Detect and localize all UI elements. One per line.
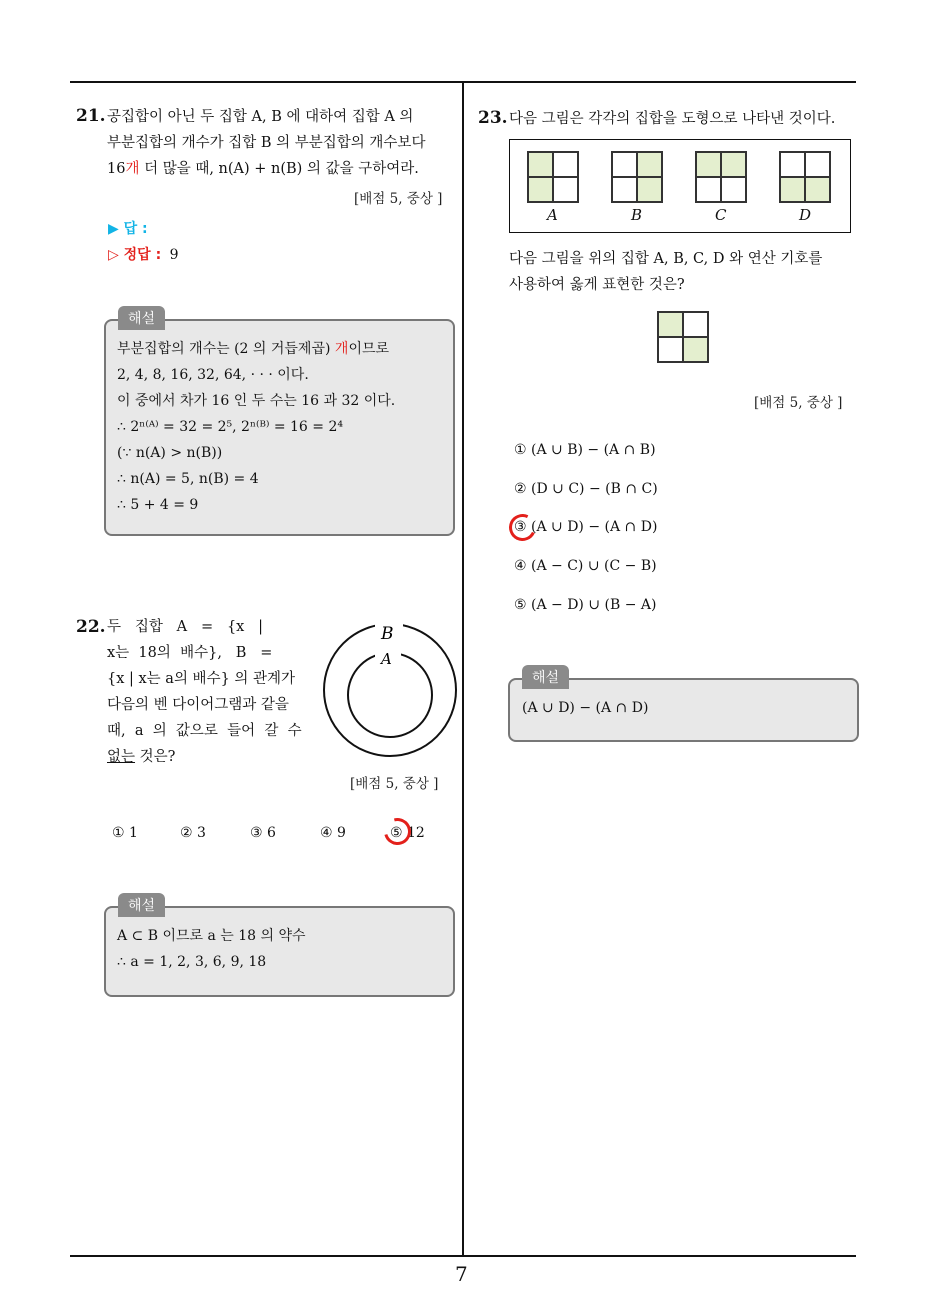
- q21-expl-line7: ∴ 5 + 4 = 9: [117, 497, 199, 513]
- q21-score: [배점 5, 중상 ]: [354, 191, 443, 207]
- q21-number: 21.: [76, 106, 106, 126]
- column-divider: [462, 82, 464, 1256]
- q22-line1: 두 집합 A = {x |: [107, 619, 264, 635]
- q23-line3: 사용하여 옳게 표현한 것은?: [509, 277, 685, 293]
- q23-explanation-text: (A ∪ D) − (A ∩ D): [522, 700, 649, 716]
- set-c-figure: [695, 151, 747, 203]
- set-a-figure: [527, 151, 579, 203]
- q21-expl-line3: 이 중에서 차가 16 인 두 수는 16 과 32 이다.: [117, 393, 396, 409]
- q21-explanation-text: [117, 336, 447, 518]
- q21-expl-line1: [117, 336, 447, 362]
- q21-expl-line4: ∴ 2ⁿ⁽ᴬ⁾ = 32 = 2⁵, 2ⁿ⁽ᴮ⁾ = 16 = 2⁴: [117, 419, 343, 435]
- q23-option-5[interactable]: ⑤ (A − D) ∪ (B − A): [514, 597, 657, 613]
- q21-line2: 부분집합의 개수가 집합 B 의 부분집합의 개수보다: [107, 135, 426, 151]
- q21-line1: 공집합이 아닌 두 집합 A, B 에 대하여 집합 A 의: [107, 109, 414, 125]
- q21-expl-line1-a: 부분집합의 개수는 (2 의 거듭제곱): [117, 341, 335, 357]
- q22-line5: 때, a 의 값으로 들어 갈 수: [107, 723, 302, 739]
- q21-expl-line6: ∴ n(A) = 5, n(B) = 4: [117, 471, 259, 487]
- q22-question: [107, 614, 307, 770]
- q23-prompt: [509, 246, 822, 298]
- q22-option-5[interactable]: ⑤ 12: [390, 825, 425, 841]
- q23-explanation-tab: 해설: [522, 665, 569, 689]
- venn-label-b: B: [381, 624, 394, 644]
- q23-option-1[interactable]: ① (A ∪ B) − (A ∩ B): [514, 442, 656, 458]
- q21-correct-value: 9: [169, 247, 179, 263]
- q22-explanation-text: [117, 923, 447, 975]
- q21-expl-line1-red: 개: [334, 341, 349, 357]
- q23-option-2[interactable]: ② (D ∪ C) − (B ∩ C): [514, 481, 658, 497]
- q22-line6-b: 것은?: [135, 749, 176, 765]
- set-d-label: D: [799, 206, 812, 224]
- q21-line3-a: 16: [107, 161, 126, 177]
- q21-question: [107, 104, 457, 182]
- q21-line3-b: 더 많을 때, n(A) + n(B) 의 값을 구하여라.: [139, 161, 419, 177]
- q22-line3: {x | x는 a의 배수} 의 관계가: [107, 671, 296, 687]
- q22-option-1[interactable]: ① 1: [112, 825, 138, 841]
- q21-expl-line1-b: 이므로: [348, 341, 390, 357]
- q23-score: [배점 5, 중상 ]: [754, 395, 843, 411]
- q22-line2: x는 18의 배수}, B =: [107, 645, 273, 661]
- set-a-label: A: [547, 206, 558, 224]
- q23-line1: 다음 그림은 각각의 집합을 도형으로 나타낸 것이다.: [509, 111, 836, 127]
- q21-explanation-tab: 해설: [118, 306, 165, 330]
- q22-option-3[interactable]: ③ 6: [250, 825, 276, 841]
- q21-answer-text: ▶ 답 :: [108, 221, 148, 237]
- q22-number: 22.: [76, 617, 106, 637]
- q21-expl-line2: 2, 4, 8, 16, 32, 64, · · · 이다.: [117, 367, 309, 383]
- q21-answer-label: [108, 218, 148, 238]
- set-b-label: B: [631, 206, 643, 224]
- q23-target-figure: [657, 311, 709, 363]
- q22-line4: 다음의 벤 다이어그램과 같을: [107, 697, 289, 713]
- q21-line3-red: 개: [125, 161, 140, 177]
- q22-score: [배점 5, 중상 ]: [350, 776, 439, 792]
- q23-option-3[interactable]: ③ (A ∪ D) − (A ∩ D): [514, 519, 658, 535]
- set-b-figure: [611, 151, 663, 203]
- bottom-rule: [70, 1255, 856, 1257]
- q22-option-2[interactable]: ② 3: [180, 825, 206, 841]
- q22-expl-line1: A ⊂ B 이므로 a 는 18 의 약수: [117, 928, 306, 944]
- q22-option-4[interactable]: ④ 9: [320, 825, 346, 841]
- q22-line6: [107, 744, 307, 770]
- q23-answer-mark: [505, 510, 540, 545]
- q22-answer-mark: [379, 813, 416, 850]
- q23-line2: 다음 그림을 위의 집합 A, B, C, D 와 연산 기호를: [509, 251, 823, 267]
- q23-option-4[interactable]: ④ (A − C) ∪ (C − B): [514, 558, 657, 574]
- q21-expl-line5: (∵ n(A) > n(B)): [117, 445, 223, 461]
- set-d-figure: [779, 151, 831, 203]
- page-number: 7: [455, 1262, 468, 1286]
- venn-label-a: A: [381, 650, 392, 668]
- q21-line3: [107, 156, 457, 182]
- q23-number: 23.: [478, 108, 508, 128]
- q21-correct-label: ▷ 정답 :: [108, 247, 162, 263]
- q21-correct-row: [108, 244, 179, 264]
- q22-explanation-tab: 해설: [118, 893, 165, 917]
- q22-expl-line2: ∴ a = 1, 2, 3, 6, 9, 18: [117, 954, 267, 970]
- q22-venn-diagram: [320, 615, 460, 765]
- set-c-label: C: [715, 206, 727, 224]
- q22-line6-underlined: 없는: [107, 749, 136, 765]
